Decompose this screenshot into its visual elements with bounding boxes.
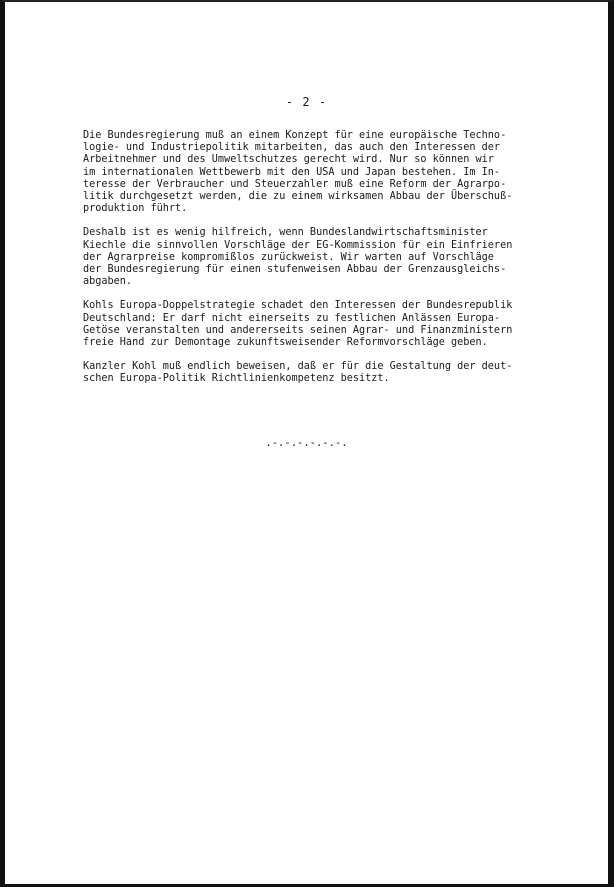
paragraph-technology-policy — [83, 130, 583, 215]
paragraph-chancellor — [83, 361, 583, 385]
paragraph-double-strategy — [83, 300, 583, 349]
text-line: teresse der Verbraucher und Steuerzahler muß eine Reform der Agrarpo- — [83, 178, 507, 190]
text-line: produktion führt. — [83, 203, 188, 215]
text-line: Getöse veranstalten und andererseits seinen Agrar- und Finanzministern — [83, 324, 513, 336]
page-number: - 2 - — [285, 95, 328, 109]
text-line: logie- und Industriepolitik mitarbeiten, das auch den Interessen der — [83, 142, 501, 154]
text-line: Kohls Europa-Doppelstrategie schadet den Interessen der Bundesrepublik — [83, 300, 513, 312]
text-line: Deutschland: Er darf nicht einerseits zu festlichen Anlässen Europa- — [83, 312, 501, 324]
text-line: Deshalb ist es wenig hilfreich, wenn Bundeslandwirtschaftsminister — [83, 227, 488, 239]
text-line: Kiechle die sinnvollen Vorschläge der EG-Kommission für ein Einfrieren — [83, 239, 513, 251]
text-line: der Agrarpreise kompromißlos zurückweist. Wir warten auf Vorschläge — [83, 251, 494, 263]
text-line: schen Europa-Politik Richtlinienkompetenz besitzt. — [83, 373, 390, 385]
paragraph-agrarian-prices — [83, 227, 583, 288]
text-line: Kanzler Kohl muß endlich beweisen, daß er für die Gestaltung der deut- — [83, 361, 513, 373]
text-line: litik durchgesetzt werden, die zu einem wirksamen Abbau der Überschuß- — [83, 191, 513, 203]
text-line: im internationalen Wettbewerb mit den USA und Japan bestehen. Im In- — [83, 166, 501, 178]
text-line: freie Hand zur Demontage zukunftsweisender Reformvorschläge geben. — [83, 337, 488, 349]
text-line: Die Bundesregierung muß an einem Konzept für eine europäische Techno- — [83, 130, 507, 141]
document-body — [83, 130, 583, 398]
text-line: der Bundesregierung für einen stufenweisen Abbau der Grenzausgleichs- — [83, 264, 507, 276]
end-separator: .-.-.-.-.-.-. — [265, 437, 348, 449]
text-line: abgaben. — [83, 276, 133, 288]
text-line: Arbeitnehmer und des Umweltschutzes gerecht wird. Nur so können wir — [83, 154, 494, 166]
